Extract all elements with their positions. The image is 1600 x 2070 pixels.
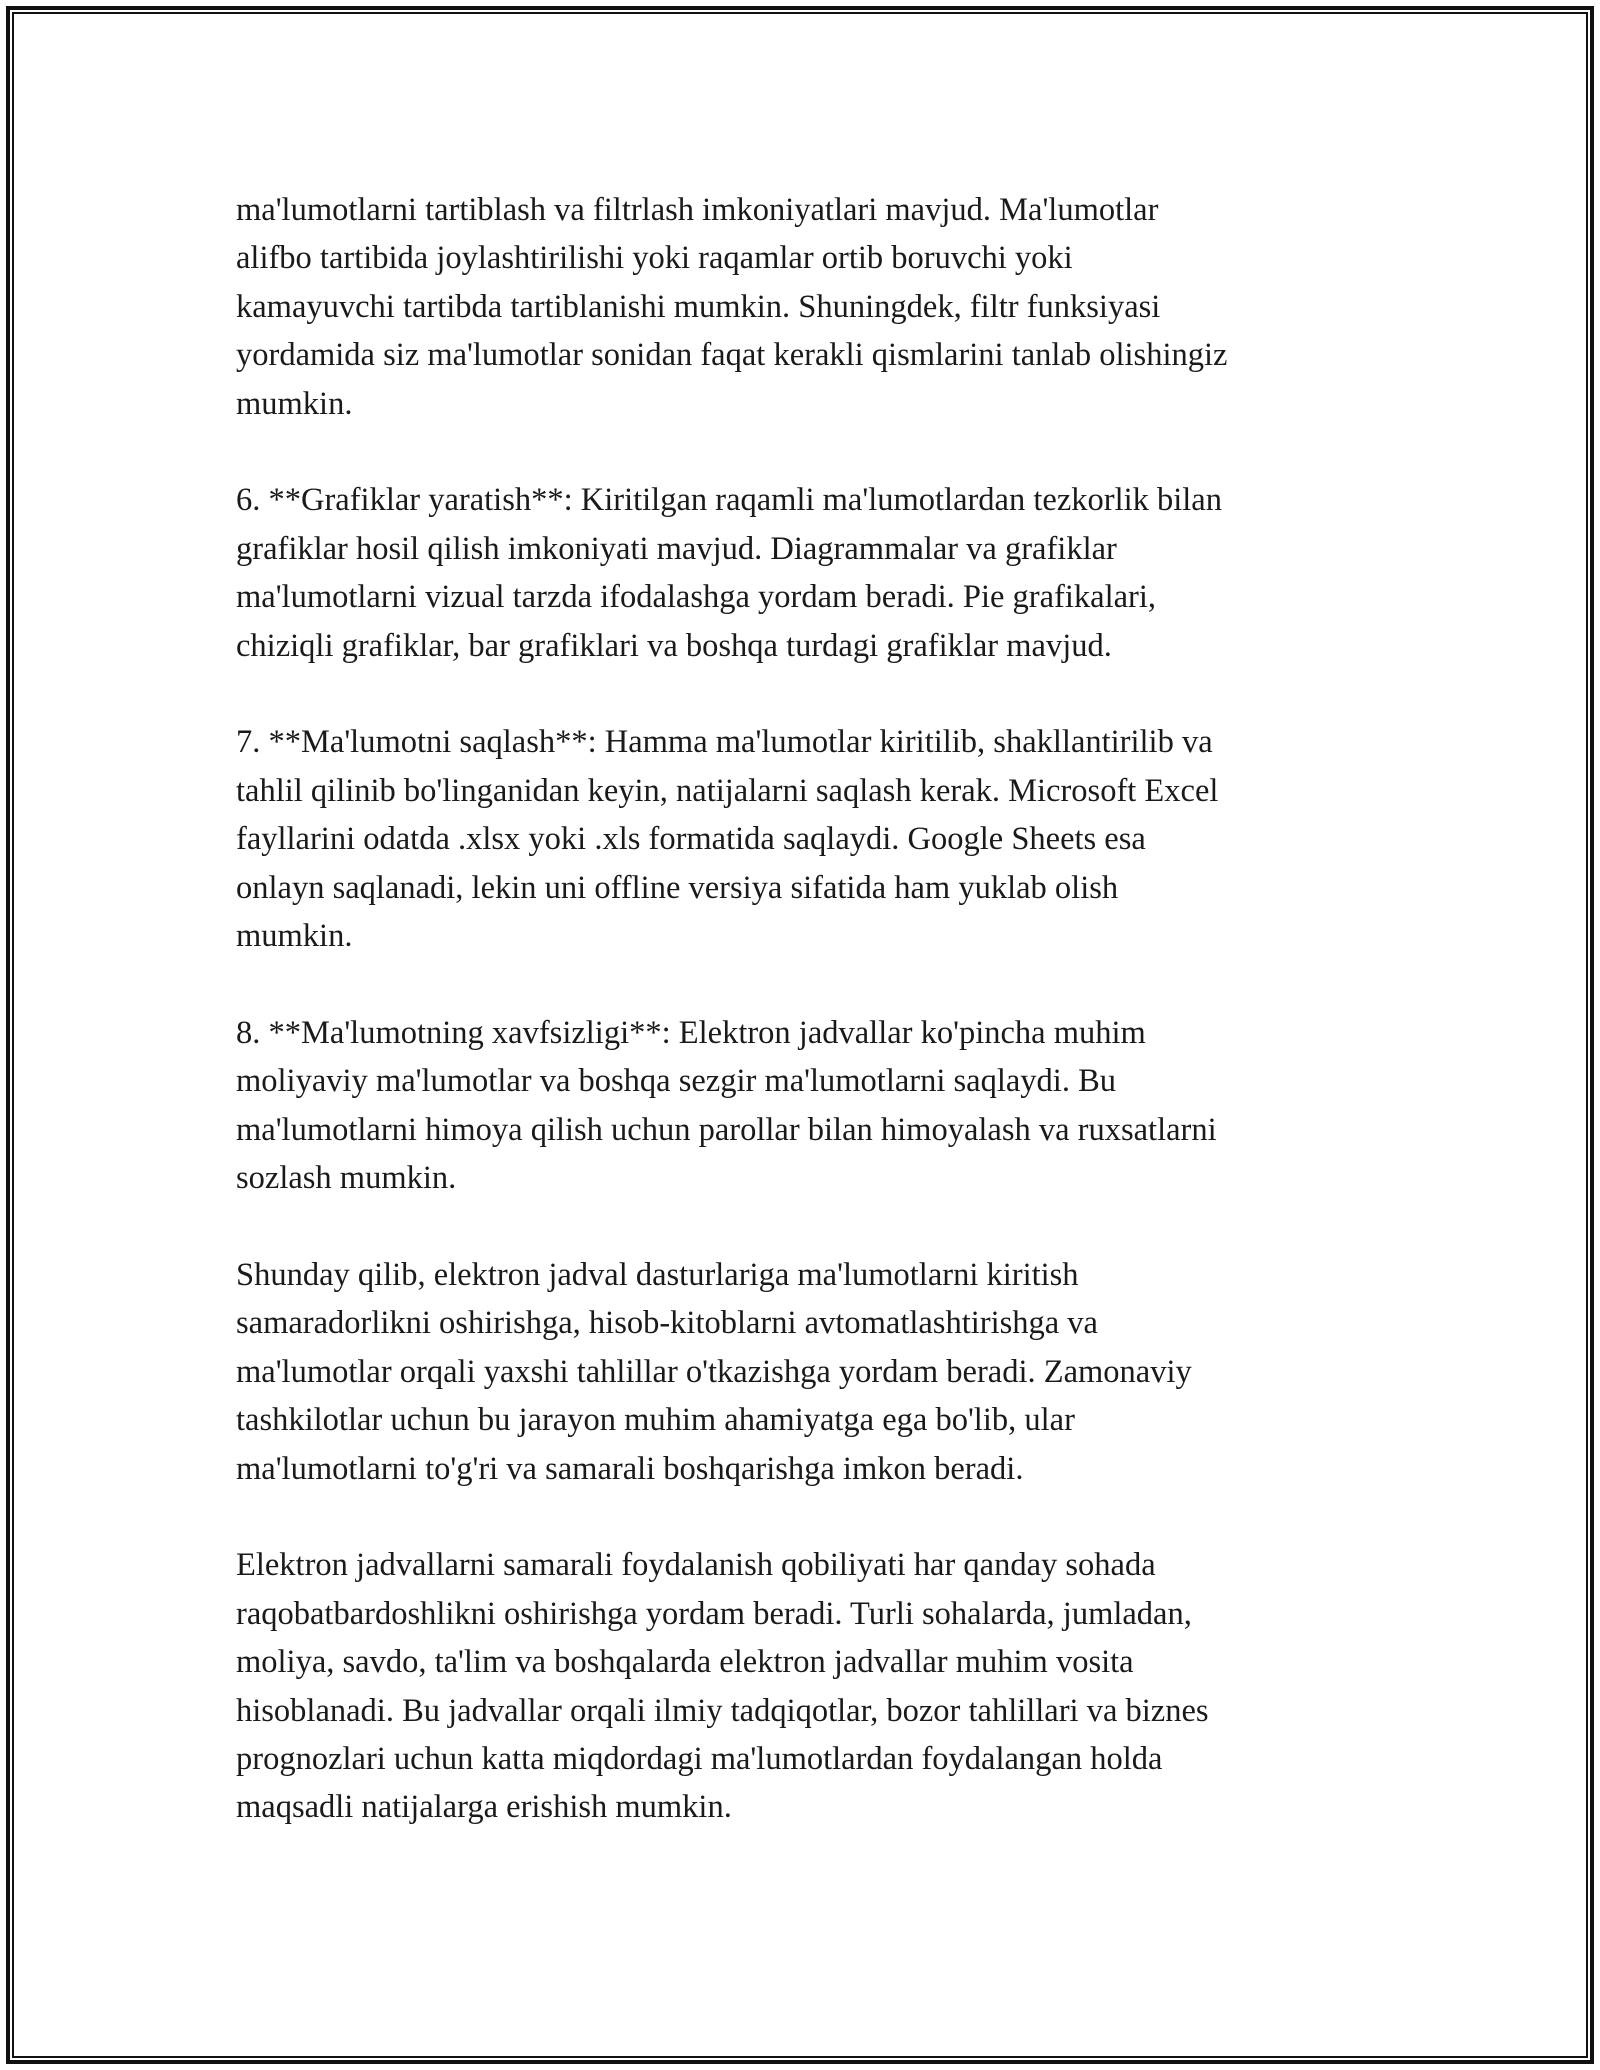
paragraph-conclusion: Shunday qilib, elektron jadval dasturlariga ma'lumotlarni kiritish samaradorlikni oshirishga, hisob-kitoblarni avtomatlashtirishga va ma'lumotlar orqali yaxshi tahlillar o'tkazishga yordam beradi. Zamonaviy tashkilotlar uchun bu jarayon muhim ahamiyatga ega bo'lib, ular ma'lumotlarni to'g'ri va samarali boshqarishga imkon beradi. <box>236 1256 1192 1487</box>
document-body <box>236 186 1376 1832</box>
paragraph-item-7-saving: 7. **Ma'lumotni saqlash**: Hamma ma'lumotlar kiritilib, shakllantirilib va tahlil qilinib bo'linganidan keyin, natijalarni saqlash kerak. Microsoft Excel fayllarini odatda .xlsx yoki .xls formatida saqlaydi. Google Sheets esa onlayn saqlanadi, lekin uni offline versiya sifatida ham yuklab olish mumkin. <box>236 724 1219 955</box>
paragraph-item-8-security: 8. **Ma'lumotning xavfsizligi**: Elektron jadvallar ko'pincha muhim moliyaviy ma'lumotlar va boshqa sezgir ma'lumotlarni saqlaydi. Bu ma'lumotlarni himoya qilish uchun parollar bilan himoyalash va ruxsatlarni sozlash mumkin. <box>236 1014 1217 1197</box>
paragraph-item-6-charts: 6. **Grafiklar yaratish**: Kiritilgan raqamli ma'lumotlardan tezkorlik bilan grafiklar hosil qilish imkoniyati mavjud. Diagrammalar va grafiklar ma'lumotlarni vizual tarzda ifodalashga yordam beradi. Pie grafikalari, chiziqli grafiklar, bar grafiklari va boshqa turdagi grafiklar mavjud. <box>236 482 1222 664</box>
paragraph-sorting-filtering: ma'lumotlarni tartiblash va filtrlash imkoniyatlari mavjud. Ma'lumotlar alifbo tartibida joylashtirilishi yoki raqamlar ortib boruvchi yoki kamayuvchi tartibda tartiblanishi mumkin. Shuningdek, filtr funksiyasi yordamida siz ma'lumotlar sonidan faqat kerakli qismlarini tanlab olishingiz mumkin. <box>236 192 1228 422</box>
paragraph-closing: Elektron jadvallarni samarali foydalanish qobiliyati har qanday sohada raqobatbardoshlikni oshirishga yordam beradi. Turli sohalarda, jumladan, moliya, savdo, ta'lim va boshqalarda elektron jadvallar muhim vosita hisoblanadi. Bu jadvallar orqali ilmiy tadqiqotlar, bozor tahlillari va biznes prognozlari uchun katta miqdordagi ma'lumotlardan foydalangan holda maqsadli natijalarga erishish mumkin. <box>236 1547 1209 1826</box>
